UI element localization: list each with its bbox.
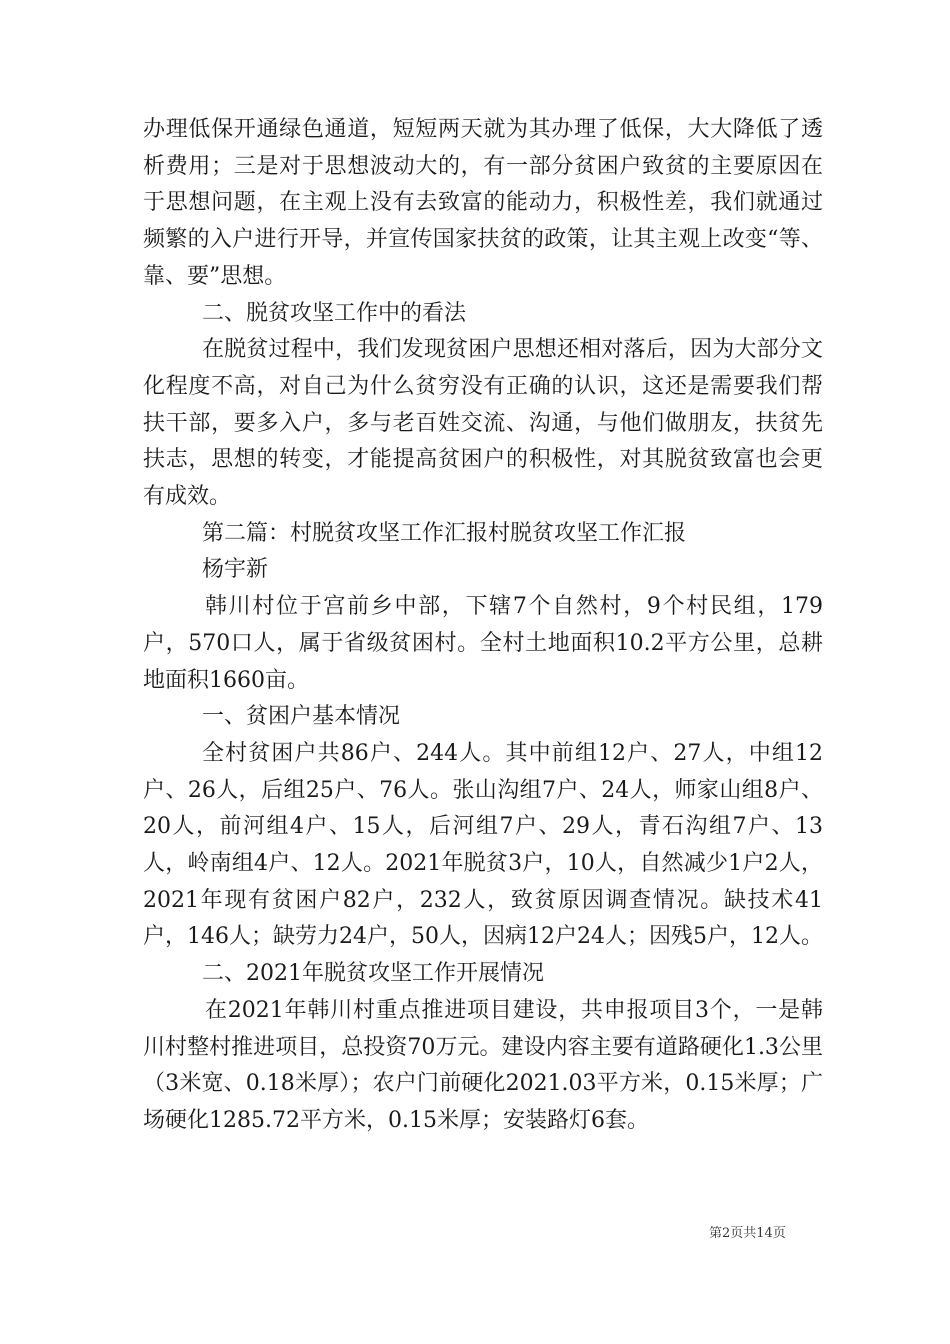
paragraph-views: 在脱贫过程中，我们发现贫困户思想还相对落后，因为大部分文化程度不高，对自己为什么贫穷没有正确的认识，这还是需要我们帮扶干部，要多入户，多与老百姓交流、沟通，与他们做朋友，扶贫先扶志，思想的转变，才能提高贫困户的积极性，对其脱贫致富也会更有成效。 xyxy=(143,337,823,510)
paragraph-village-intro: 韩川村位于宫前乡中部，下辖7个自然村，9个村民组，179户，570口人，属于省级贫困村。全村土地面积10.2平方公里，总耕地面积1660亩。 xyxy=(143,594,823,693)
paragraph-basic-info: 全村贫困户共86户、244人。其中前组12户、27人，中组12户、26人，后组25户、76人。张山沟组7户、24人，师家山组8户、20人，前河组4户、15人，后河组7户、29人，青石沟组7户、13人，岭南组4户、12人。2021年脱贫3户，10人，自然减少1户2人，2021年现有贫困户82户，232人，致贫原因调查情况。缺技术41户，146人；缺劳力24户，50人，因病12户24人；因残5户，12人。 xyxy=(143,740,823,950)
page-number-footer: 第2页共14页 xyxy=(709,1226,786,1241)
section-heading-basic-info: 一、贫困户基本情况 xyxy=(202,704,401,730)
paragraph-continuation: 办理低保开通绿色通道，短短两天就为其办理了低保，大大降低了透析费用；三是对于思想波动大的，有一部分贫困户致贫的主要原因在于思想问题，在主观上没有去致富的能动力，积极性差，我们就通过频繁的入户进行开导，并宣传国家扶贫的政策，让其主观上改变“等、靠、要”思想。 xyxy=(143,117,823,289)
section-heading-work-2021: 二、2021年脱贫攻坚工作开展情况 xyxy=(202,961,544,987)
author-name: 杨宇新 xyxy=(202,557,269,583)
document-body xyxy=(143,112,823,1140)
chapter-title: 第二篇：村脱贫攻坚工作汇报村脱贫攻坚工作汇报 xyxy=(202,520,687,546)
paragraph-work-2021: 在2021年韩川村重点推进项目建设，共申报项目3个，一是韩川村整村推进项目，总投资70万元。建设内容主要有道路硬化1.3公里（3米宽、0.18米厚）；农户门前硬化2021.03平方米，0.15米厚；广场硬化1285.72平方米，0.15米厚；安装路灯6套。 xyxy=(143,997,823,1133)
section-heading-views: 二、脱贫攻坚工作中的看法 xyxy=(202,300,467,326)
